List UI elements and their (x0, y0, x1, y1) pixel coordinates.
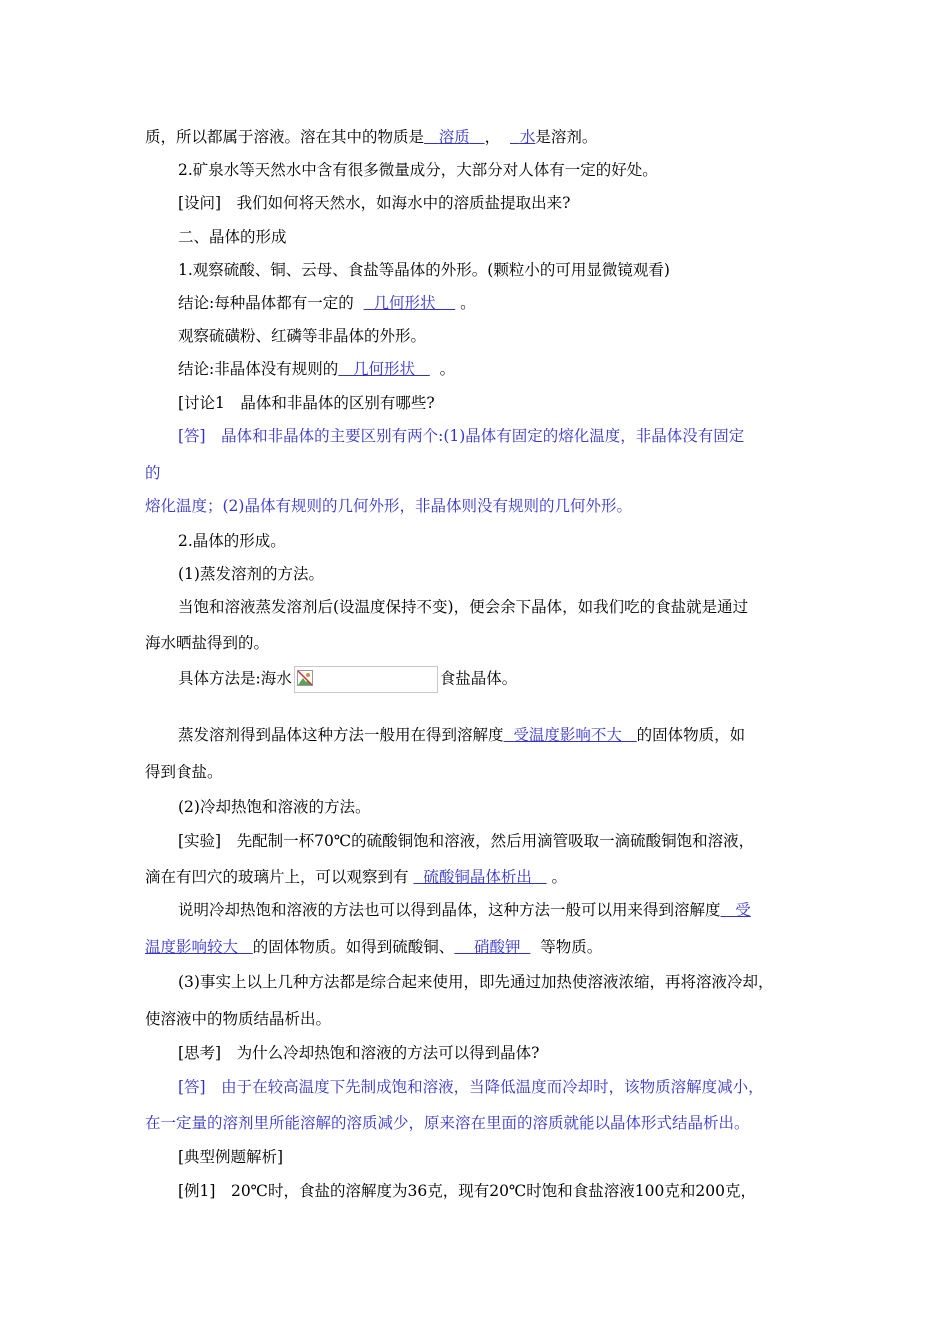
line-23 (178, 899, 815, 921)
answer-blank (454, 938, 530, 956)
text: 是溶剂。 (535, 128, 598, 146)
answer-blank (338, 360, 430, 378)
answer-paragraph: 熔化温度；(2)晶体有规则的几何外形，非晶体则没有规则的几何外形。 (145, 497, 632, 515)
answer-text: 硫酸铜晶体析出 (423, 868, 532, 886)
line-16: 海水晒盐得到的。 (145, 634, 270, 652)
answer-text: 水 (519, 128, 536, 146)
broken-image-icon (297, 670, 313, 686)
answer-text: 硝酸钾 (474, 938, 521, 956)
line-2: 2.矿泉水等天然水中含有很多微量成分，大部分对人体有一定的好处。 (178, 161, 658, 179)
answer-text: 几何形状 (373, 294, 436, 312)
line-26: 使溶液中的物质结晶析出。 (145, 1010, 332, 1028)
line-21: [实验] 先配制一杯70℃的硫酸铜饱和溶液，然后用滴管吸取一滴硫酸铜饱和溶液， (178, 832, 755, 850)
answer-paragraph: [答] 晶体和非晶体的主要区别有两个:(1)晶体有固定的熔化温度，非晶体没有固定 (178, 427, 745, 445)
text: 结论:非晶体没有规则的 (178, 360, 339, 378)
line-17 (178, 666, 815, 696)
line-25: (3)事实上以上几种方法都是综合起来使用，即先通过加热使溶液浓缩，再将溶液冷却， (178, 973, 774, 991)
text: 等物质。 (540, 938, 603, 956)
line-14: (1)蒸发溶剂的方法。 (178, 565, 324, 583)
answer-blank (721, 901, 751, 919)
text: 说明冷却热饱和溶液的方法也可以得到晶体，这种方法一般可以用来得到溶解度 (178, 901, 721, 919)
answer-paragraph: [答] 由于在较高温度下先制成饱和溶液，当降低温度而冷却时，该物质溶解度减小， (178, 1078, 764, 1096)
text: 具体方法是:海水 (178, 669, 292, 688)
answer-blank (424, 128, 485, 146)
text: 食盐晶体。 (439, 669, 518, 688)
missing-image (294, 666, 438, 693)
answer-blank (504, 726, 637, 744)
text: 的固体物质。如得到硫酸铜、 (252, 938, 455, 956)
line-3: [设问] 我们如何将天然水，如海水中的溶质盐提取出来? (178, 194, 571, 212)
line-20: (2)冷却热饱和溶液的方法。 (178, 798, 371, 816)
line-1 (145, 126, 815, 148)
answer-blank (145, 938, 253, 956)
section-heading: 二、晶体的形成 (178, 228, 287, 246)
line-8 (178, 358, 815, 380)
line-6 (178, 292, 815, 314)
answer-blank (364, 294, 456, 312)
answer-text: 温度影响较大 (145, 938, 239, 956)
answer-text: 受 (735, 901, 751, 919)
text: 。 (551, 868, 568, 886)
line-7: 观察硫磺粉、红磷等非晶体的外形。 (178, 327, 427, 345)
line-13: 2.晶体的形成。 (178, 532, 286, 550)
text: ， (484, 128, 501, 146)
line-22 (145, 866, 815, 888)
answer-blank (413, 868, 546, 886)
text: 滴在有凹穴的玻璃片上，可以观察到有 (145, 868, 409, 886)
answer-blank (510, 128, 535, 146)
answer-paragraph: 在一定量的溶剂里所能溶解的溶质减少，原来溶在里面的溶质就能以晶体形式结晶析出。 (145, 1114, 750, 1132)
text: 的固体物质，如 (636, 726, 746, 744)
answer-paragraph: 的 (145, 464, 161, 482)
line-31: [例1] 20℃时，食盐的溶解度为36克，现有20℃时饱和食盐溶液100克和200克， (178, 1182, 756, 1200)
line-5: 1.观察硫酸、铜、云母、食盐等晶体的外形。(颗粒小的可用显微镜观看) (178, 261, 670, 279)
line-15: 当饱和溶液蒸发溶剂后(设温度保持不变)，便会余下晶体，如我们吃的食盐就是通过 (178, 598, 749, 616)
line-24 (145, 936, 815, 958)
line-9: [讨论1 晶体和非晶体的区别有哪些? (178, 394, 435, 412)
answer-text: 几何形状 (353, 360, 416, 378)
line-27: [思考] 为什么冷却热饱和溶液的方法可以得到晶体? (178, 1044, 540, 1062)
line-18 (178, 724, 815, 746)
text: 质，所以都属于溶液。溶在其中的物质是 (145, 128, 425, 146)
text: 。 (439, 360, 456, 378)
text: 蒸发溶剂得到晶体这种方法一般用在得到溶解度 (178, 726, 504, 744)
text: 结论:每种晶体都有一定的 (178, 294, 354, 312)
answer-text: 溶质 (438, 128, 470, 146)
answer-text: 受温度影响不大 (513, 726, 622, 744)
line-30: [典型例题解析] (178, 1148, 284, 1166)
text: 。 (460, 294, 476, 312)
line-19: 得到食盐。 (145, 763, 223, 781)
